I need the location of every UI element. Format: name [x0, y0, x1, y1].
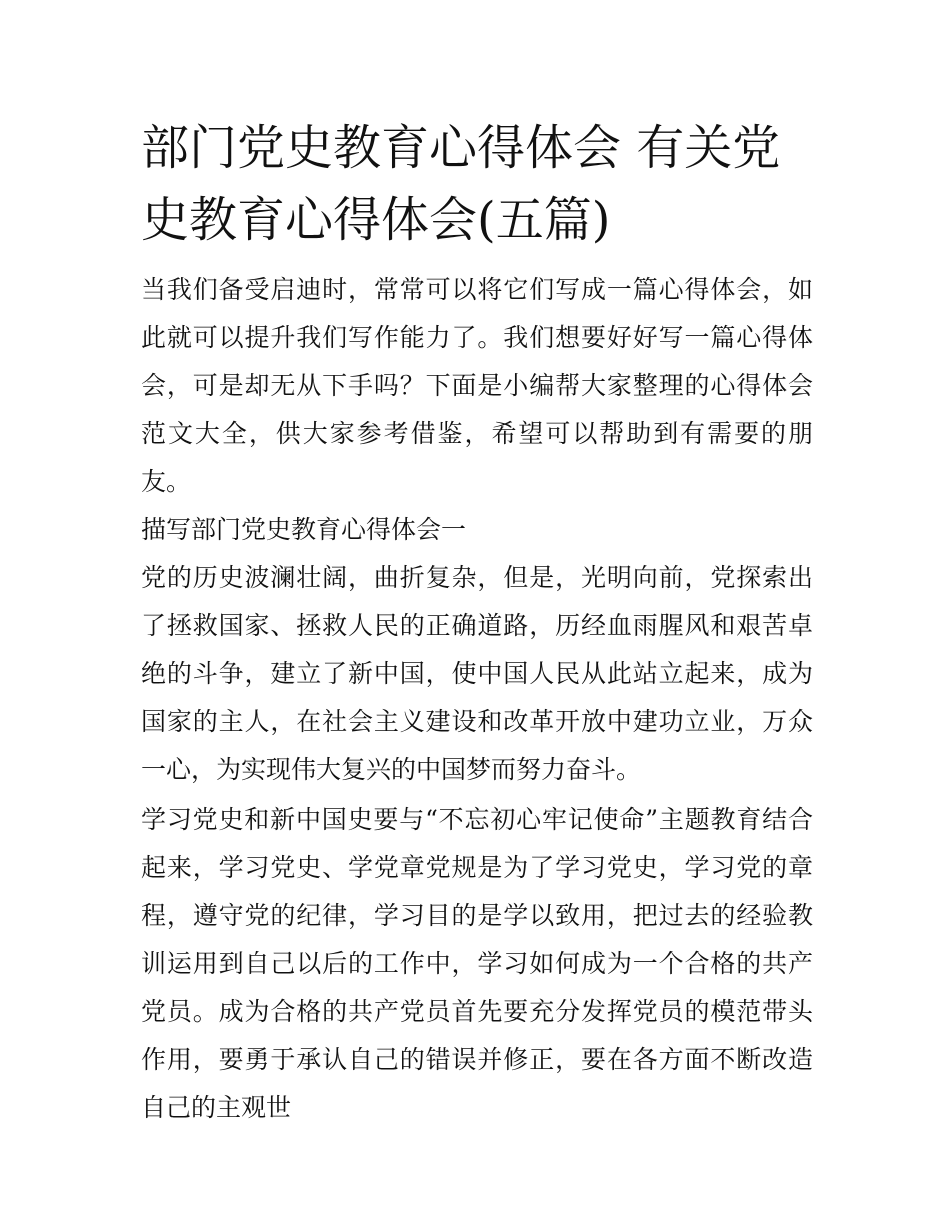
intro-paragraph: 当我们备受启迪时，常常可以将它们写成一篇心得体会，如此就可以提升我们写作能力了。我们想要好好写一篇心得体会，可是却无从下手吗？下面是小编帮大家整理的心得体会范文大全，供大家参考借鉴，希望可以帮助到有需要的朋友。 [141, 275, 813, 496]
section-heading: 描写部门党史教育心得体会一 [141, 515, 467, 544]
document-content [141, 112, 813, 1132]
document-title: 部门党史教育心得体会 有关党史教育心得体会(五篇) [141, 120, 781, 248]
body-paragraph: 党的历史波澜壮阔，曲折复杂，但是，光明向前，党探索出了拯救国家、拯救人民的正确道路，历经血雨腥风和艰苦卓绝的斗争，建立了新中国，使中国人民从此站立起来，成为国家的主人，在社会主义建设和改革开放中建功立业，万众一心，为实现伟大复兴的中国梦而努力奋斗。 [141, 563, 813, 784]
body-paragraph: 学习党史和新中国史要与“不忘初心牢记使命”主题教育结合起来，学习党史、学党章党规是为了学习党史，学习党的章程，遵守党的纪律，学习目的是学以致用，把过去的经验教训运用到自己以后的工作中，学习如何成为一个合格的共产党员。成为合格的共产党员首先要充分发挥党员的模范带头作用，要勇于承认自己的错误并修正，要在各方面不断改造自己的主观世 [141, 805, 813, 1122]
